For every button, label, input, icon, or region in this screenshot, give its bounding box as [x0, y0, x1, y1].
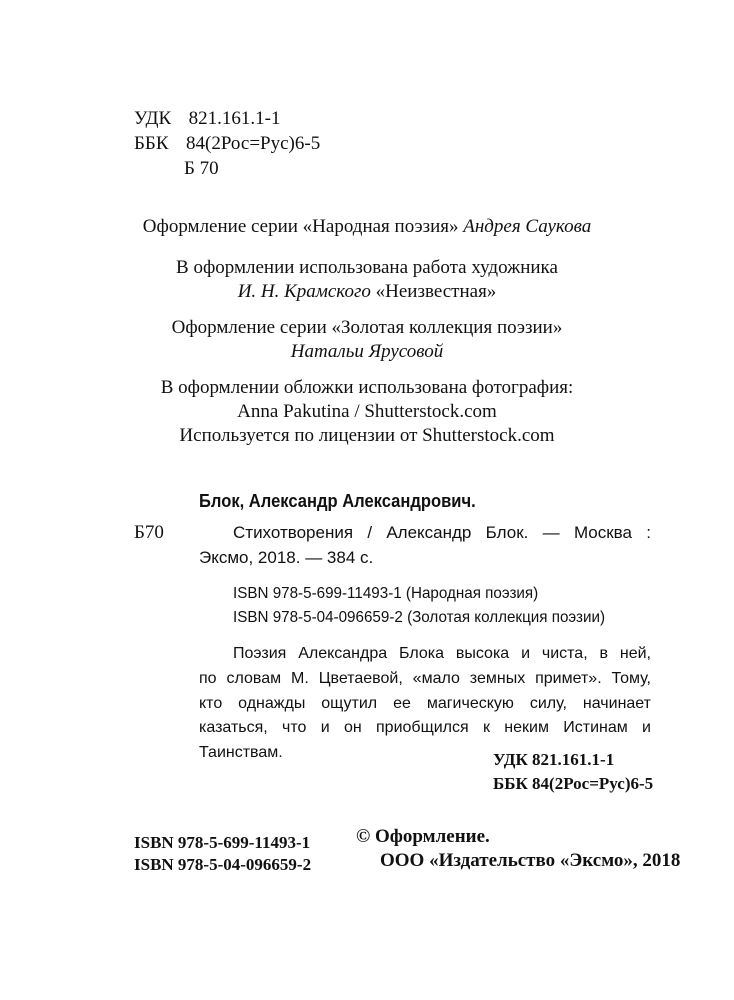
catalog-bbk: ББК 84(2Рос=Рус)6-5 — [493, 774, 654, 793]
artwork-credit-line-1: В оформлении использована работа художника — [176, 257, 558, 278]
series-design-credit-1 — [0, 215, 734, 239]
annotation-line: по словам М. Цветаевой, «мало земных примет». Тому, — [199, 670, 651, 687]
title-word: / — [367, 523, 373, 542]
annotation-line: кто однажды ощутил ее магическую силу, начинает — [199, 695, 651, 712]
catalog-isbn-1: ISBN 978-5-699-11493-1 (Народная поэзия) — [233, 585, 539, 602]
catalog-author-heading: Блок, Александр Александрович. — [199, 491, 476, 511]
bbk-value: 84(2Рос=Рус)6-5 — [186, 133, 321, 154]
author-mark-top: Б 70 — [184, 158, 219, 179]
catalog-udk: УДК 821.161.1-1 — [493, 750, 615, 769]
footer-isbn-1: ISBN 978-5-699-11493-1 — [134, 833, 311, 852]
copyright-symbol: © — [356, 826, 371, 847]
annotation-line: Поэзия Александра Блока высока и чиста, в ней, — [233, 645, 651, 662]
annotation-line: Таинствам. — [199, 744, 283, 761]
bbk-label: ББК — [134, 133, 169, 154]
title-word: : — [646, 523, 651, 542]
series-designer-2: Натальи Ярусовой — [290, 341, 444, 362]
copyright-text-1: Оформление. — [374, 826, 490, 847]
title-word: — — [542, 523, 560, 542]
bbk-top — [134, 132, 320, 156]
catalog-title-line-2: Эксмо, 2018. — 384 с. — [199, 548, 374, 567]
copyright-line-1 — [356, 825, 490, 849]
catalog-title-line-1 — [233, 521, 651, 545]
photo-credit-line-2: Anna Pakutina / Shutterstock.com — [237, 401, 497, 422]
footer-isbn-2: ISBN 978-5-04-096659-2 — [134, 855, 312, 874]
catalog-isbn-2: ISBN 978-5-04-096659-2 (Золотая коллекция поэзии) — [233, 609, 605, 626]
annotation-line: казаться, что и он приобщился к неким Истинам и — [199, 719, 651, 736]
udk-label: УДК — [134, 108, 172, 129]
artwork-title: «Неизвестная» — [375, 281, 497, 302]
title-word: Александр — [386, 523, 472, 542]
udk-value: 821.161.1-1 — [188, 108, 281, 129]
udk-top — [134, 107, 281, 131]
photo-credit-line-1: В оформлении обложки использована фотография: — [160, 377, 574, 398]
catalog-mark: Б70 — [134, 522, 164, 543]
title-word: Блок. — [485, 523, 529, 542]
series-design-text-1: Оформление серии «Народная поэзия» — [142, 216, 459, 237]
title-word: Стихотворения — [233, 523, 354, 542]
artwork-credit-line-2 — [0, 280, 734, 304]
series-designer-1: Андрея Саукова — [463, 216, 592, 237]
series-design-credit-2: Оформление серии «Золотая коллекция поэзии» — [171, 317, 563, 338]
copyright-line-2: ООО «Издательство «Эксмо», 2018 — [380, 850, 681, 871]
title-word: Москва — [573, 523, 632, 542]
artwork-artist: И. Н. Крамского — [237, 281, 371, 302]
photo-credit-line-3: Используется по лицензии от Shutterstock.com — [179, 425, 555, 446]
